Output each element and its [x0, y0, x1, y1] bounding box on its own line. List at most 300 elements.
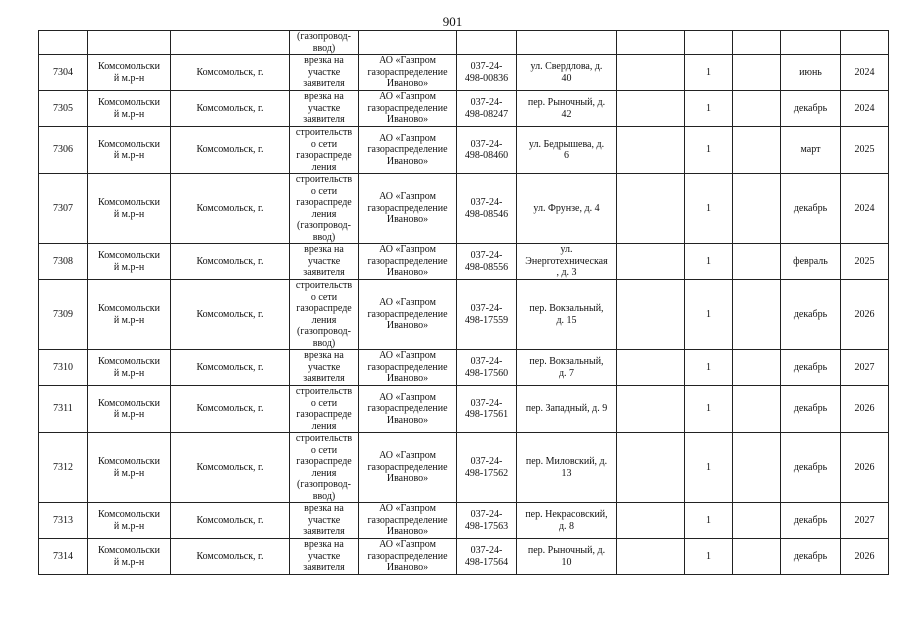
- organization-line: АО «Газпром: [379, 55, 436, 67]
- cell-month: декабрь: [781, 539, 841, 575]
- cell-district: [88, 280, 171, 350]
- work-type-line: газораспреде: [296, 456, 352, 467]
- organization-line: Иваново»: [386, 320, 429, 332]
- cell-quantity: 1: [685, 91, 733, 127]
- address-line: пер. Рыночный, д.: [527, 97, 606, 108]
- code-line: 037-24-: [470, 356, 503, 367]
- cell-district: [88, 539, 171, 575]
- work-type-line: врезка на: [304, 539, 344, 551]
- organization-line: газораспределение: [367, 361, 448, 373]
- code-line: 037-24-: [470, 456, 503, 467]
- cell-locality: Комсомольск, г.: [171, 539, 290, 575]
- cell-quantity: [685, 31, 733, 55]
- cell-month: декабрь: [781, 350, 841, 386]
- district-line: й м.р-н: [113, 261, 145, 273]
- work-type-line: заявителя: [303, 526, 345, 538]
- cell-extra-1: [617, 31, 685, 55]
- table-row: [39, 350, 889, 386]
- code-line: 037-24-: [470, 138, 503, 150]
- cell-address: [517, 539, 617, 575]
- cell-organization: [359, 244, 457, 280]
- code-line: 498-17559: [464, 314, 509, 326]
- work-type-line: заявителя: [303, 78, 345, 90]
- organization-line: газораспределение: [367, 144, 448, 156]
- address-line: пер. Вокзальный,: [529, 303, 604, 314]
- code-line: 037-24-: [470, 97, 503, 108]
- cell-quantity: 1: [685, 174, 733, 244]
- cell-district: [88, 350, 171, 386]
- cell-code: [457, 91, 517, 127]
- organization-line: Иваново»: [386, 414, 429, 426]
- cell-code: [457, 244, 517, 280]
- work-type-line: ввод): [312, 42, 336, 54]
- table-row: [39, 91, 889, 127]
- cell-locality: Комсомольск, г.: [171, 55, 290, 91]
- table-row: [39, 55, 889, 91]
- work-type-line: газораспреде: [296, 150, 352, 161]
- cell-number: 7307: [39, 174, 88, 244]
- district-line: Комсомольски: [98, 509, 160, 520]
- cell-extra-2: [733, 280, 781, 350]
- district-line: Комсомольски: [98, 397, 160, 409]
- cell-address: [517, 55, 617, 91]
- address-line: 6: [564, 150, 569, 161]
- address-line: 10: [561, 556, 572, 568]
- cell-locality: Комсомольск, г.: [171, 433, 290, 503]
- work-type-line: о сети: [310, 397, 338, 409]
- cell-quantity: 1: [685, 503, 733, 539]
- work-type-line: строительств: [295, 386, 353, 397]
- table-row: [39, 280, 889, 350]
- cell-work-type: [290, 174, 359, 244]
- cell-year: 2025: [841, 244, 889, 280]
- cell-work-type: [290, 350, 359, 386]
- cell-district: [88, 244, 171, 280]
- organization-line: АО «Газпром: [379, 191, 436, 203]
- code-line: 498-08546: [464, 208, 509, 220]
- cell-address: [517, 91, 617, 127]
- cell-organization: [359, 503, 457, 539]
- cell-organization: [359, 539, 457, 575]
- address-line: , д. 3: [556, 267, 577, 279]
- cell-number: 7312: [39, 433, 88, 503]
- cell-locality: Комсомольск, г.: [171, 503, 290, 539]
- district-line: й м.р-н: [113, 108, 145, 120]
- address-line: 13: [561, 467, 572, 479]
- organization-line: Иваново»: [386, 267, 429, 279]
- code-line: 498-08556: [464, 261, 509, 273]
- district-line: Комсомольски: [98, 456, 160, 467]
- page-number: 901: [442, 14, 463, 29]
- address-line: 42: [561, 108, 572, 120]
- cell-quantity: 1: [685, 539, 733, 575]
- cell-organization: [359, 91, 457, 127]
- cell-work-type: [290, 91, 359, 127]
- cell-district: [88, 433, 171, 503]
- cell-month: декабрь: [781, 433, 841, 503]
- cell-extra-2: [733, 350, 781, 386]
- cell-year: 2026: [841, 280, 889, 350]
- work-type-line: (газопровод-: [297, 326, 351, 337]
- cell-work-type: [290, 386, 359, 433]
- cell-month: февраль: [781, 244, 841, 280]
- cell-month: [781, 31, 841, 55]
- cell-code: [457, 539, 517, 575]
- district-line: й м.р-н: [113, 150, 145, 161]
- code-line: 498-17564: [464, 556, 509, 568]
- cell-quantity: 1: [685, 433, 733, 503]
- cell-code: [457, 386, 517, 433]
- cell-extra-1: [617, 433, 685, 503]
- cell-year: 2026: [841, 539, 889, 575]
- district-line: Комсомольски: [98, 545, 160, 556]
- cell-extra-2: [733, 244, 781, 280]
- cell-district: [88, 91, 171, 127]
- organization-line: АО «Газпром: [379, 297, 436, 309]
- organization-line: АО «Газпром: [379, 539, 436, 551]
- cell-address: [517, 244, 617, 280]
- cell-address: [517, 127, 617, 174]
- organization-line: АО «Газпром: [379, 244, 436, 256]
- cell-extra-1: [617, 539, 685, 575]
- address-line: ул. Фрунзе, д. 4: [533, 202, 600, 214]
- cell-extra-1: [617, 55, 685, 91]
- cell-extra-2: [733, 433, 781, 503]
- work-type-line: газораспреде: [296, 303, 352, 314]
- cell-number: 7311: [39, 386, 88, 433]
- registry-body: [39, 31, 889, 575]
- cell-code: [457, 31, 517, 55]
- work-type-line: ввод): [312, 490, 336, 502]
- address-line: пер. Западный, д. 9: [525, 403, 608, 415]
- cell-district: [88, 503, 171, 539]
- cell-work-type: [290, 433, 359, 503]
- cell-locality: Комсомольск, г.: [171, 174, 290, 244]
- organization-line: Иваново»: [386, 114, 429, 126]
- cell-number: 7310: [39, 350, 88, 386]
- cell-district: [88, 127, 171, 174]
- district-line: й м.р-н: [113, 367, 145, 379]
- continuation-row: [39, 31, 889, 55]
- table-row: [39, 539, 889, 575]
- code-line: 037-24-: [470, 61, 503, 72]
- cell-extra-1: [617, 503, 685, 539]
- organization-line: Иваново»: [386, 373, 429, 385]
- address-line: пер. Вокзальный,: [529, 356, 604, 367]
- cell-address: [517, 433, 617, 503]
- cell-year: 2024: [841, 55, 889, 91]
- code-line: 037-24-: [470, 197, 503, 208]
- address-line: д. 8: [558, 520, 575, 532]
- code-line: 498-00836: [464, 72, 509, 84]
- organization-line: газораспределение: [367, 308, 448, 320]
- work-type-line: газораспреде: [296, 409, 352, 420]
- cell-month: декабрь: [781, 503, 841, 539]
- cell-locality: [171, 31, 290, 55]
- cell-number: 7306: [39, 127, 88, 174]
- work-type-line: (газопровод-: [297, 220, 351, 231]
- district-line: й м.р-н: [113, 520, 145, 532]
- cell-district: [88, 55, 171, 91]
- cell-month: март: [781, 127, 841, 174]
- code-line: 498-17561: [464, 409, 509, 420]
- work-type-line: о сети: [310, 291, 338, 303]
- work-type-line: участке: [307, 514, 341, 526]
- cell-district: [88, 386, 171, 433]
- cell-extra-1: [617, 244, 685, 280]
- table-row: [39, 127, 889, 174]
- cell-code: [457, 174, 517, 244]
- table-row: [39, 244, 889, 280]
- registry-table: [38, 30, 889, 575]
- cell-extra-2: [733, 386, 781, 433]
- cell-extra-1: [617, 127, 685, 174]
- district-line: й м.р-н: [113, 409, 145, 420]
- cell-number: 7314: [39, 539, 88, 575]
- address-line: д. 7: [558, 367, 575, 379]
- cell-locality: Комсомольск, г.: [171, 127, 290, 174]
- cell-year: 2026: [841, 433, 889, 503]
- cell-work-type: [290, 127, 359, 174]
- address-line: д. 15: [556, 314, 577, 326]
- cell-work-type: [290, 55, 359, 91]
- work-type-line: врезка на: [304, 503, 344, 515]
- work-type-line: заявителя: [303, 373, 345, 385]
- work-type-line: (газопровод-: [297, 31, 351, 42]
- district-line: й м.р-н: [113, 72, 145, 84]
- cell-work-type: [290, 244, 359, 280]
- cell-organization: [359, 350, 457, 386]
- cell-code: [457, 503, 517, 539]
- cell-organization: [359, 174, 457, 244]
- cell-address: [517, 386, 617, 433]
- organization-line: Иваново»: [386, 473, 429, 485]
- work-type-line: (газопровод-: [297, 479, 351, 490]
- work-type-line: заявителя: [303, 114, 345, 126]
- work-type-line: строительств: [295, 280, 353, 291]
- cell-quantity: 1: [685, 55, 733, 91]
- code-line: 037-24-: [470, 250, 503, 261]
- cell-month: декабрь: [781, 91, 841, 127]
- cell-month: декабрь: [781, 386, 841, 433]
- cell-work-type: [290, 280, 359, 350]
- work-type-line: о сети: [310, 138, 338, 150]
- work-type-line: ввод): [312, 337, 336, 349]
- address-line: Энерготехническая: [525, 255, 608, 267]
- work-type-line: строительств: [295, 433, 353, 444]
- address-line: 40: [561, 72, 572, 84]
- organization-line: Иваново»: [386, 214, 429, 226]
- work-type-line: ления: [311, 314, 337, 326]
- cell-extra-1: [617, 386, 685, 433]
- cell-code: [457, 350, 517, 386]
- cell-quantity: 1: [685, 280, 733, 350]
- code-line: 498-08247: [464, 108, 509, 120]
- work-type-line: врезка на: [304, 244, 344, 256]
- work-type-line: ления: [311, 208, 337, 220]
- table-row: [39, 386, 889, 433]
- cell-year: 2026: [841, 386, 889, 433]
- organization-line: газораспределение: [367, 102, 448, 114]
- cell-code: [457, 127, 517, 174]
- cell-organization: [359, 55, 457, 91]
- work-type-line: строительств: [295, 174, 353, 185]
- cell-extra-1: [617, 91, 685, 127]
- cell-work-type: [290, 31, 359, 55]
- address-line: пер. Миловский, д.: [525, 456, 608, 467]
- organization-line: АО «Газпром: [379, 350, 436, 362]
- cell-month: декабрь: [781, 280, 841, 350]
- work-type-line: врезка на: [304, 91, 344, 103]
- district-line: Комсомольски: [98, 197, 160, 208]
- work-type-line: строительств: [295, 127, 353, 138]
- table-row: [39, 503, 889, 539]
- cell-number: 7309: [39, 280, 88, 350]
- district-line: Комсомольски: [98, 250, 160, 261]
- table-row: [39, 433, 889, 503]
- cell-organization: [359, 386, 457, 433]
- district-line: Комсомольски: [98, 356, 160, 367]
- cell-year: 2024: [841, 174, 889, 244]
- organization-line: газораспределение: [367, 514, 448, 526]
- organization-line: Иваново»: [386, 562, 429, 574]
- cell-locality: Комсомольск, г.: [171, 91, 290, 127]
- code-line: 498-17562: [464, 467, 509, 479]
- cell-address: [517, 174, 617, 244]
- district-line: й м.р-н: [113, 208, 145, 220]
- cell-year: 2024: [841, 91, 889, 127]
- cell-extra-2: [733, 31, 781, 55]
- cell-organization: [359, 433, 457, 503]
- cell-quantity: 1: [685, 127, 733, 174]
- cell-locality: Комсомольск, г.: [171, 244, 290, 280]
- organization-line: газораспределение: [367, 255, 448, 267]
- organization-line: АО «Газпром: [379, 503, 436, 515]
- organization-line: АО «Газпром: [379, 132, 436, 144]
- work-type-line: врезка на: [304, 55, 344, 67]
- district-line: Комсомольски: [98, 97, 160, 108]
- cell-quantity: 1: [685, 386, 733, 433]
- organization-line: АО «Газпром: [379, 391, 436, 403]
- work-type-line: ления: [311, 161, 337, 173]
- address-line: пер. Некрасовский,: [525, 509, 608, 520]
- organization-line: АО «Газпром: [379, 91, 436, 103]
- work-type-line: о сети: [310, 185, 338, 197]
- work-type-line: ления: [311, 420, 337, 432]
- code-line: 037-24-: [470, 303, 503, 314]
- cell-year: 2025: [841, 127, 889, 174]
- work-type-line: участке: [307, 66, 341, 78]
- address-line: ул.: [560, 244, 573, 256]
- cell-code: [457, 433, 517, 503]
- work-type-line: ввод): [312, 231, 336, 243]
- cell-extra-2: [733, 503, 781, 539]
- cell-extra-2: [733, 91, 781, 127]
- cell-locality: Комсомольск, г.: [171, 350, 290, 386]
- cell-organization: [359, 280, 457, 350]
- code-line: 498-17563: [464, 520, 509, 532]
- work-type-line: газораспреде: [296, 197, 352, 208]
- cell-address: [517, 503, 617, 539]
- organization-line: АО «Газпром: [379, 450, 436, 462]
- district-line: Комсомольски: [98, 138, 160, 150]
- address-line: ул. Бедрышева, д.: [528, 138, 605, 150]
- cell-month: декабрь: [781, 174, 841, 244]
- organization-line: Иваново»: [386, 155, 429, 167]
- organization-line: газораспределение: [367, 202, 448, 214]
- cell-extra-1: [617, 350, 685, 386]
- cell-year: 2027: [841, 503, 889, 539]
- code-line: 037-24-: [470, 509, 503, 520]
- cell-extra-2: [733, 539, 781, 575]
- organization-line: газораспределение: [367, 403, 448, 415]
- work-type-line: ления: [311, 467, 337, 479]
- cell-number: 7313: [39, 503, 88, 539]
- district-line: й м.р-н: [113, 556, 145, 568]
- work-type-line: заявителя: [303, 267, 345, 279]
- cell-quantity: 1: [685, 244, 733, 280]
- cell-address: [517, 280, 617, 350]
- code-line: 498-17560: [464, 367, 509, 379]
- cell-extra-1: [617, 174, 685, 244]
- cell-district: [88, 31, 171, 55]
- cell-extra-1: [617, 280, 685, 350]
- work-type-line: заявителя: [303, 562, 345, 574]
- cell-work-type: [290, 503, 359, 539]
- cell-address: [517, 31, 617, 55]
- cell-month: июнь: [781, 55, 841, 91]
- work-type-line: участке: [307, 255, 341, 267]
- organization-line: газораспределение: [367, 66, 448, 78]
- cell-extra-2: [733, 127, 781, 174]
- cell-code: [457, 55, 517, 91]
- cell-district: [88, 174, 171, 244]
- district-line: Комсомольски: [98, 61, 160, 72]
- cell-number: 7308: [39, 244, 88, 280]
- work-type-line: врезка на: [304, 350, 344, 362]
- cell-year: [841, 31, 889, 55]
- cell-number: 7305: [39, 91, 88, 127]
- work-type-line: участке: [307, 102, 341, 114]
- address-line: пер. Рыночный, д.: [527, 545, 606, 556]
- organization-line: газораспределение: [367, 461, 448, 473]
- organization-line: Иваново»: [386, 78, 429, 90]
- address-line: ул. Свердлова, д.: [530, 61, 603, 72]
- cell-code: [457, 280, 517, 350]
- district-line: й м.р-н: [113, 314, 145, 326]
- cell-number: 7304: [39, 55, 88, 91]
- cell-extra-2: [733, 55, 781, 91]
- district-line: Комсомольски: [98, 303, 160, 314]
- work-type-line: участке: [307, 361, 341, 373]
- work-type-line: о сети: [310, 444, 338, 456]
- district-line: й м.р-н: [113, 467, 145, 479]
- cell-locality: Комсомольск, г.: [171, 280, 290, 350]
- cell-number: [39, 31, 88, 55]
- cell-organization: [359, 31, 457, 55]
- cell-work-type: [290, 539, 359, 575]
- cell-organization: [359, 127, 457, 174]
- code-line: 498-08460: [464, 150, 509, 161]
- code-line: 037-24-: [470, 545, 503, 556]
- work-type-line: участке: [307, 550, 341, 562]
- cell-year: 2027: [841, 350, 889, 386]
- cell-address: [517, 350, 617, 386]
- organization-line: Иваново»: [386, 526, 429, 538]
- cell-extra-2: [733, 174, 781, 244]
- organization-line: газораспределение: [367, 550, 448, 562]
- cell-quantity: 1: [685, 350, 733, 386]
